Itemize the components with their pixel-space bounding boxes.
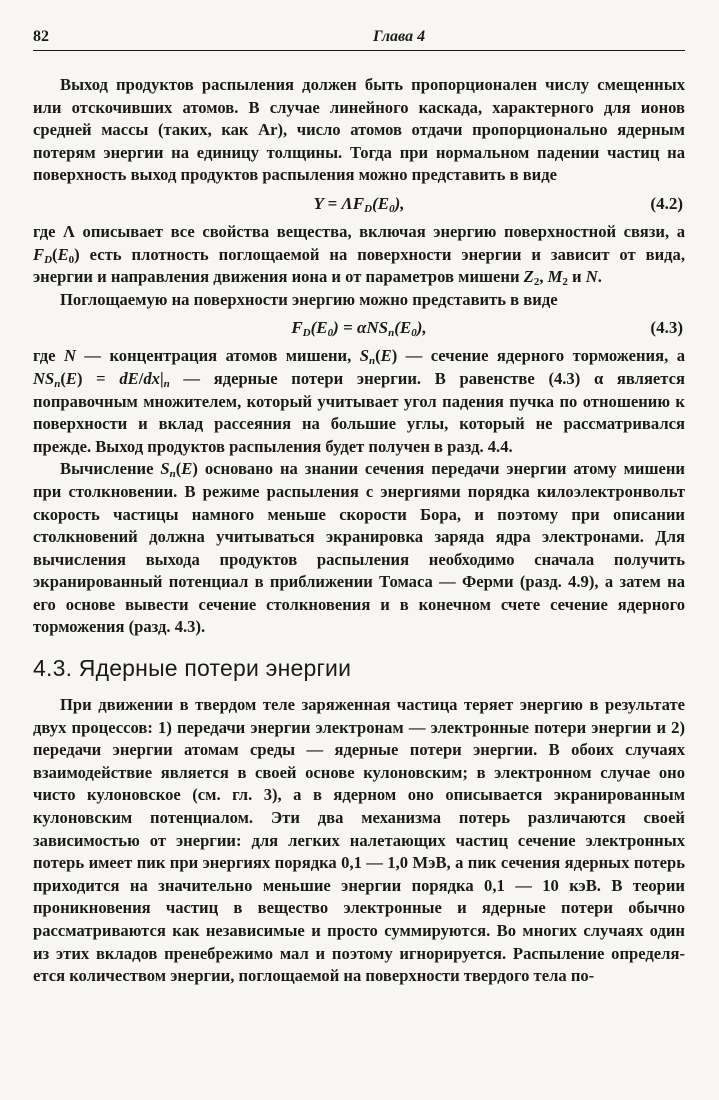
- equation-number: (4.2): [650, 193, 683, 213]
- equation-number: (4.3): [650, 318, 683, 338]
- page-number: 82: [33, 28, 49, 45]
- equation-expression: $Y = \Lambda F_D(E_0)$,: [313, 193, 405, 215]
- equation-expression: $F_D(E_0) = \alpha NS_n(E_0)$,: [291, 318, 427, 340]
- paragraph-4: где N — концентрация атомов мишени, $S_n(E)$ — сечение ядерного торможения, а $NS_n(E) = dE/dx|_n$ — ядерные потери энергии. В равенстве (4.3) α является поправочным множителем, который учитывает угол падения пучка по отношению к поверхности и вклад рассеяния на большие углы, который не рассматривался прежде. Выход продуктов распыления будет получен в разд. 4.4.: [33, 346, 685, 456]
- equation-4-3: [33, 311, 685, 345]
- paragraph-1: Выход продуктов распыления должен быть пропорционален числу смещенных или отскочивших атомов. В случае линейного каскада, характерного для ионов средней массы (таких, как Ar), число атомов отдачи пропорционально ядерным потерям энергии на единицу толщины. Тогда при нормальном падении частиц на поверхность выход продуктов распыления можно представить в виде: [33, 75, 685, 185]
- page-header: [33, 28, 685, 51]
- section-number: 4.3.: [33, 655, 73, 682]
- paragraph-2: где Λ описывает все свойства вещества, включая энергию поверхностной связи, а $F_D(E_0)$ есть плотность поглощаемой на поверхности энергии и зависит от вида, энергии и направления движения иона и от параметров мишени $Z_2$, $M_2$ и N.: [33, 221, 685, 289]
- running-head: Глава 4: [373, 28, 426, 45]
- paragraph-3: Поглощаемую на поверхности энергию можно представить в виде: [60, 289, 558, 309]
- equation-4-2: [33, 187, 685, 221]
- paragraph-6: При движении в твердом теле заряженная частица теряет энергию в результате двух процессов: 1) передачи энергии электронам — электронные потери энергии и 2) передачи энергии атомам среды — ядерные потери энергии. В обоих случаях взаимодействие является в своей основе кулоновским; в электронном случае оно чисто кулоновское (см. гл. 3), а в ядерном оно описывается экранированным кулоновским потенциалом. Эти два механизма потерь различаются своей зависимостью от энергии: для легких налетающих частиц сечение электронных потерь имеет пик при энергиях порядка 0,1 — 1,0 МэВ, а пик сечения ядерных потерь приходится на значительно меньшие энергии порядка 0,1 — 10 кэВ. В теории проникновения частиц в вещество электронные и ядерные потери обычно рассматриваются как независимые и просто суммируются. Во многих случаях один из этих вкладов пренебрежимо мал и поэтому игнорируется. Распыление определяется количеством энергии, поглощаемой на поверхности твердого тела по-: [33, 695, 685, 986]
- paragraph-5: Вычисление $S_n(E)$ основано на знании сечения передачи энергии атому мишени при столкновении. В режиме распыления с энергиями порядка килоэлектронвольт скорость частицы намного меньше скорости Бора, и поэтому при описании столкновений должна учитываться экранировка заряда ядра электронами. Для вычисления выхода продуктов распыления необходимо сначала получить экранированный потенциал в приближении Томаса — Ферми (разд. 4.9), а затем на его основе вывести сечение столкновения и в конечном счете сечение ядерного торможения (разд. 4.3).: [33, 459, 685, 637]
- page-body: [33, 74, 685, 988]
- section-heading: [33, 655, 685, 682]
- section-title: Ядерные потери энергии: [78, 655, 352, 682]
